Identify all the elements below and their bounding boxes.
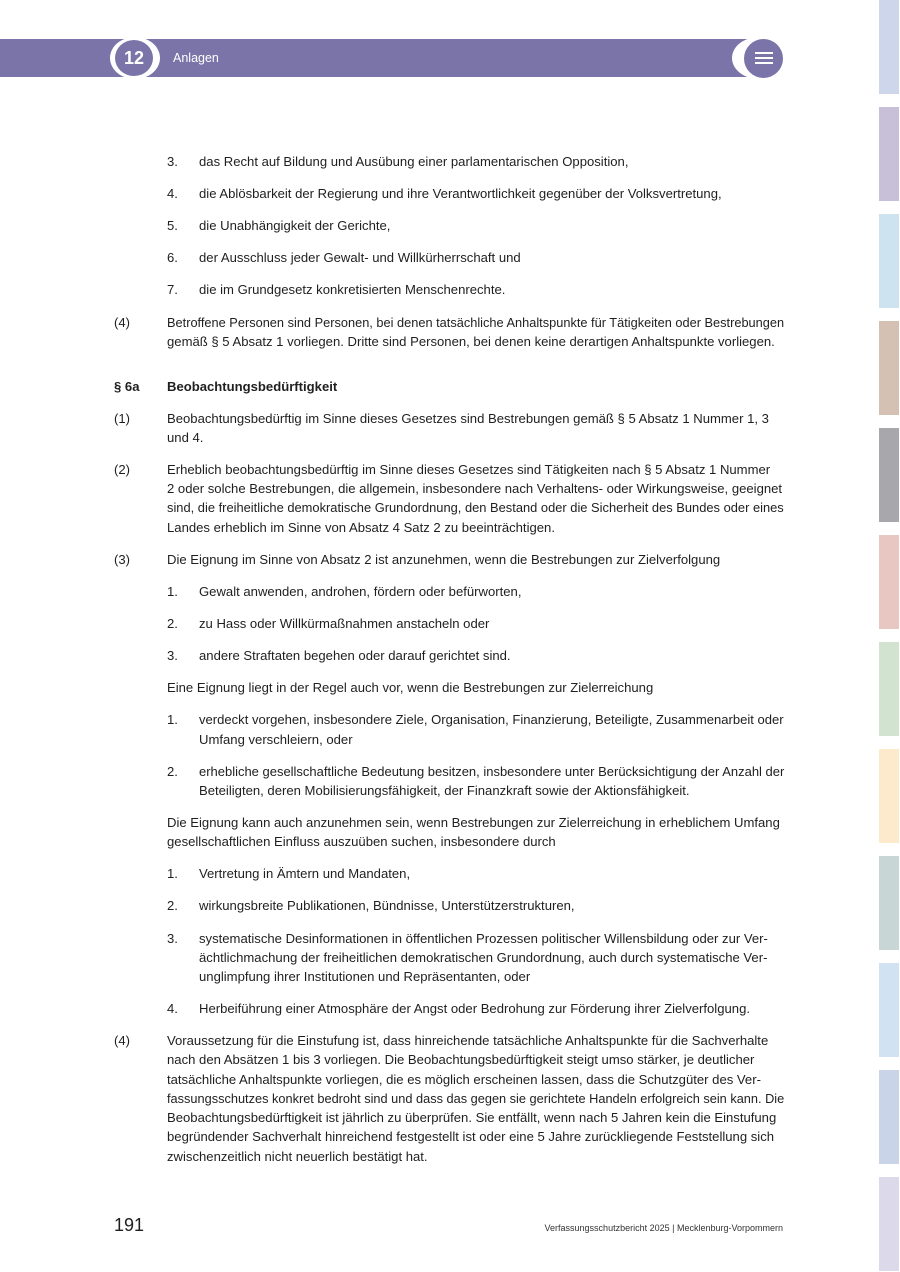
paragraph-line: gemäß § 5 Absatz 1 vorliegen. Dritte sind Personen, bei denen keine derartigen Anhaltspunkte vorliegen. (167, 334, 775, 349)
paragraph-line: Die Eignung kann auch anzunehmen sein, wenn Bestrebungen zur Zielerreichung in erheblichem Umfang (167, 815, 780, 830)
paragraph-line: Beobachtungsbedürftigkeit ist jährlich zu überprüfen. Sie entfällt, wenn nach 5 Jahren kein die Einstufung (167, 1110, 777, 1125)
paragraph-line: Eine Eignung liegt in der Regel auch vor, wenn die Bestrebungen zur Zielerreichung (167, 680, 654, 695)
list-item-number: 7. (167, 282, 178, 297)
list-item-text: die Ablösbarkeit der Regierung und ihre Verantwortlichkeit gegenüber der Volksvertretung, (199, 186, 722, 201)
paragraph-line: begründender Sachverhalt hinreichend festgestellt ist oder eine 5 Jahre zurückliegende Feststellung sich (167, 1129, 775, 1144)
paragraph-line: gesellschaftlichen Einfluss auszuüben suchen, insbesondere durch (167, 834, 556, 849)
paragraph-line: zwischenzeitlich nicht neuerlich bestätigt hat. (167, 1149, 428, 1164)
list-item-text: andere Straftaten begehen oder darauf gerichtet sind. (199, 648, 511, 663)
list-item-number: 3. (167, 931, 178, 946)
page-number: 191 (114, 1215, 145, 1235)
chapter-tab-3[interactable] (879, 214, 899, 308)
list-item-text: Umfang verschleiern, oder (199, 732, 353, 747)
list-item-text: unglimpfung ihrer Institutionen und Repräsentanten, oder (199, 969, 531, 984)
chapter-tab-10[interactable] (879, 963, 899, 1057)
chapter-tab-4[interactable] (879, 321, 899, 415)
paragraph-line: Landes erheblich im Sinne von Absatz 4 Satz 2 zu beeinträchtigen. (167, 520, 555, 535)
list-item-text: zu Hass oder Willkürmaßnahmen anstacheln oder (199, 616, 490, 631)
list-item-text: Herbeiführung einer Atmosphäre der Angst oder Bedrohung zur Förderung ihrer Zielverfolgung. (199, 1001, 750, 1016)
paragraph-line: fassungsschutzes konkret bedroht sind und dass das gegen sie gerichtete Handeln erfolgreich sein kann. Die (167, 1091, 785, 1106)
menu-line-icon (755, 52, 773, 54)
chapter-tab-2[interactable] (879, 107, 899, 201)
list-item-text: Vertretung in Ämtern und Mandaten, (199, 866, 411, 881)
list-item-number: 5. (167, 218, 178, 233)
list-item-text: Gewalt anwenden, androhen, fördern oder befürworten, (199, 584, 522, 599)
publication-footer: Verfassungsschutzbericht 2025 | Mecklenburg-Vorpommern (544, 1223, 783, 1233)
chapter-tab-1[interactable] (879, 0, 899, 94)
list-item-text: wirkungsbreite Publikationen, Bündnisse, Unterstützerstrukturen, (199, 898, 575, 913)
list-item-text: die im Grundgesetz konkretisierten Menschenrechte. (199, 282, 506, 297)
chapter-tab-9[interactable] (879, 856, 899, 950)
list-item-text: systematische Desinformationen in öffentlichen Prozessen politischer Willensbildung oder zur Ver- (199, 931, 768, 946)
list-item-number: 4. (167, 186, 178, 201)
paragraph-line: sind, die freiheitliche demokratische Grundordnung, den Bestand oder die Sicherheit des Bundes oder eines (167, 500, 784, 515)
section-title: Beobachtungsbedürftigkeit (167, 379, 338, 394)
chapter-title[interactable]: Anlagen (173, 51, 219, 65)
menu-line-icon (755, 57, 773, 59)
paragraph-number: (3) (114, 552, 131, 567)
list-item-number: 1. (167, 866, 178, 881)
list-item-number: 1. (167, 712, 178, 727)
list-item-text: die Unabhängigkeit der Gerichte, (199, 218, 391, 233)
chapter-tab-12[interactable] (879, 1177, 899, 1271)
paragraph-line: und 4. (167, 430, 204, 445)
paragraph-number: (4) (114, 315, 131, 330)
hamburger-menu-button[interactable] (744, 39, 783, 78)
paragraph-number: (4) (114, 1033, 131, 1048)
paragraph-line: Die Eignung im Sinne von Absatz 2 ist anzunehmen, wenn die Bestrebungen zur Zielverfolgung (167, 552, 721, 567)
list-item-number: 2. (167, 616, 178, 631)
menu-line-icon (755, 62, 773, 64)
paragraph-number: (1) (114, 411, 131, 426)
list-item-text: Beteiligten, deren Mobilisierungsfähigkeit, der Finanzkraft sowie der Aktionsfähigkeit. (199, 783, 690, 798)
list-item-number: 3. (167, 648, 178, 663)
paragraph-number: (2) (114, 462, 131, 477)
paragraph-line: Erheblich beobachtungsbedürftig im Sinne dieses Gesetzes sind Tätigkeiten nach § 5 Absatz 1 Nummer (167, 462, 771, 477)
list-item-text: erhebliche gesellschaftliche Bedeutung besitzen, insbesondere unter Berücksichtigung der Anzahl der (199, 764, 785, 779)
list-item-text: verdeckt vorgehen, insbesondere Ziele, Organisation, Finanzierung, Beteiligte, Zusammenarbeit oder (199, 712, 784, 727)
list-item-number: 4. (167, 1001, 178, 1016)
paragraph-line: tatsächliche Anhaltspunkte vorliegen, die es möglich erscheinen lassen, dass die Schutzgüter des Ver- (167, 1072, 761, 1087)
paragraph-line: Beobachtungsbedürftig im Sinne dieses Gesetzes sind Bestrebungen gemäß § 5 Absatz 1 Nummer 1, 3 (167, 411, 769, 426)
paragraph-line: 2 oder solche Bestrebungen, die allgemein, insbesondere nach Verhaltens- oder Wirkungsweise, geeignet (167, 481, 783, 496)
chapter-tab-8[interactable] (879, 749, 899, 843)
paragraph-line: nach den Absätzen 1 bis 3 vorliegen. Die Beobachtungsbedürftigkeit steigt umso stärker, je deutlicher (167, 1052, 755, 1067)
chapter-tab-6[interactable] (879, 535, 899, 629)
list-item-text: der Ausschluss jeder Gewalt- und Willkürherrschaft und (199, 250, 521, 265)
list-item-text: ächtlichmachung der freiheitlichen demokratischen Grundordnung, auch durch systematische Ver- (199, 950, 768, 965)
paragraph-line: Betroffene Personen sind Personen, bei denen tatsächliche Anhaltspunkte für Tätigkeiten oder Bestrebungen (167, 315, 785, 330)
chapter-number-badge[interactable]: 12 (115, 40, 153, 76)
list-item-text: das Recht auf Bildung und Ausübung einer parlamentarischen Opposition, (199, 154, 629, 169)
list-item-number: 2. (167, 898, 178, 913)
paragraph-line: Voraussetzung für die Einstufung ist, dass hinreichende tatsächliche Anhaltspunkte für die Sachverhalte (167, 1033, 769, 1048)
list-item-number: 3. (167, 154, 178, 169)
list-item-number: 2. (167, 764, 178, 779)
list-item-number: 1. (167, 584, 178, 599)
list-item-number: 6. (167, 250, 178, 265)
section-number: § 6a (114, 379, 140, 394)
chapter-tab-11[interactable] (879, 1070, 899, 1164)
chapter-tab-7[interactable] (879, 642, 899, 736)
chapter-tab-5[interactable] (879, 428, 899, 522)
